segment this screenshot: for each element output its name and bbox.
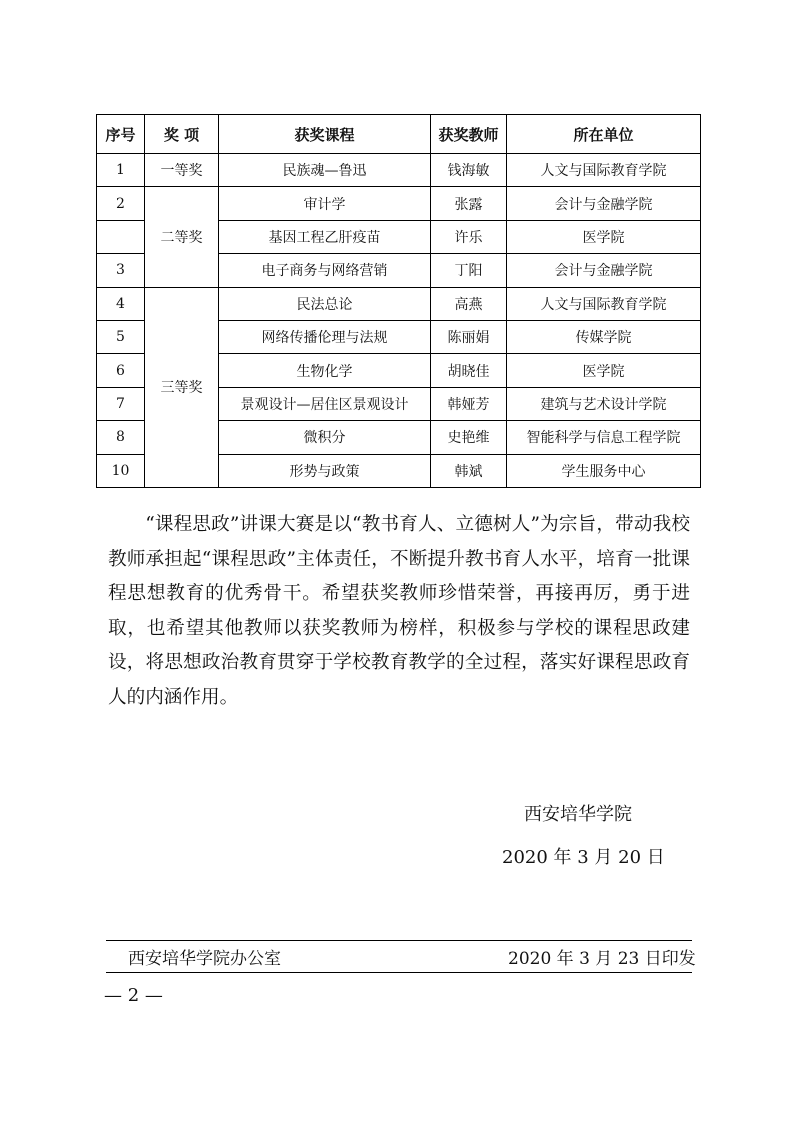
footer-top-rule — [106, 940, 692, 941]
unit-cell: 会计与金融学院 — [507, 254, 701, 287]
serial-cell — [97, 220, 145, 253]
award-cell-first: 一等奖 — [145, 154, 219, 187]
unit-cell: 会计与金融学院 — [507, 187, 701, 220]
serial-cell: 3 — [97, 254, 145, 287]
award-cell-third: 三等奖 — [145, 287, 219, 487]
serial-cell: 6 — [97, 354, 145, 387]
serial-cell: 8 — [97, 421, 145, 454]
unit-cell: 医学院 — [507, 354, 701, 387]
unit-cell: 医学院 — [507, 220, 701, 253]
course-cell: 形势与政策 — [219, 454, 431, 487]
signature-date: 2020 年 3 月 20 日 — [502, 847, 665, 868]
teacher-cell: 高燕 — [431, 287, 507, 320]
footer-office: 西安培华学院办公室 — [128, 949, 281, 969]
serial-cell: 7 — [97, 387, 145, 420]
unit-cell: 学生服务中心 — [507, 454, 701, 487]
course-cell: 电子商务与网络营销 — [219, 254, 431, 287]
header-teacher: 获奖教师 — [431, 115, 507, 154]
header-award: 奖 项 — [145, 115, 219, 154]
signature-org: 西安培华学院 — [524, 804, 632, 825]
teacher-cell: 史艳维 — [431, 421, 507, 454]
unit-cell: 传媒学院 — [507, 320, 701, 353]
footer-bottom-rule — [106, 972, 692, 973]
course-cell: 微积分 — [219, 421, 431, 454]
course-cell: 民法总论 — [219, 287, 431, 320]
award-cell-second: 二等奖 — [145, 187, 219, 287]
table-row — [97, 287, 701, 320]
course-cell: 景观设计—居住区景观设计 — [219, 387, 431, 420]
teacher-cell: 陈丽娟 — [431, 320, 507, 353]
teacher-cell: 胡晓佳 — [431, 354, 507, 387]
footer-print-date: 2020 年 3 月 23 日印发 — [508, 949, 696, 969]
teacher-cell: 张露 — [431, 187, 507, 220]
table-row — [97, 187, 701, 220]
unit-cell: 人文与国际教育学院 — [507, 287, 701, 320]
course-cell: 生物化学 — [219, 354, 431, 387]
teacher-cell: 许乐 — [431, 220, 507, 253]
serial-cell: 10 — [97, 454, 145, 487]
unit-cell: 智能科学与信息工程学院 — [507, 421, 701, 454]
header-course: 获奖课程 — [219, 115, 431, 154]
unit-cell: 建筑与艺术设计学院 — [507, 387, 701, 420]
course-cell: 基因工程乙肝疫苗 — [219, 220, 431, 253]
body-paragraph: “课程思政”讲课大赛是以“教书育人、立德树人”为宗旨，带动我校教师承担起“课程思政”主体责任，不断提升教书育人水平，培育一批课程思想教育的优秀骨干。希望获奖教师珍惜荣誉，再接再厉，勇于进取，也希望其他教师以获奖教师为榜样，积极参与学校的课程思政建设，将思想政治教育贯穿于学校教育教学的全过程，落实好课程思政育人的内涵作用。 — [108, 514, 690, 708]
course-cell: 民族魂—鲁迅 — [219, 154, 431, 187]
course-cell: 审计学 — [219, 187, 431, 220]
unit-cell: 人文与国际教育学院 — [507, 154, 701, 187]
serial-cell: 4 — [97, 287, 145, 320]
teacher-cell: 韩斌 — [431, 454, 507, 487]
header-unit: 所在单位 — [507, 115, 701, 154]
table-header-row — [97, 115, 701, 154]
serial-cell: 1 — [97, 154, 145, 187]
teacher-cell: 韩娅芳 — [431, 387, 507, 420]
awards-table — [96, 114, 701, 488]
serial-cell: 2 — [97, 187, 145, 220]
course-cell: 网络传播伦理与法规 — [219, 320, 431, 353]
teacher-cell: 丁阳 — [431, 254, 507, 287]
serial-cell: 5 — [97, 320, 145, 353]
teacher-cell: 钱海敏 — [431, 154, 507, 187]
header-serial: 序号 — [97, 115, 145, 154]
table-row — [97, 154, 701, 187]
page-number: — 2 — — [104, 985, 163, 1006]
